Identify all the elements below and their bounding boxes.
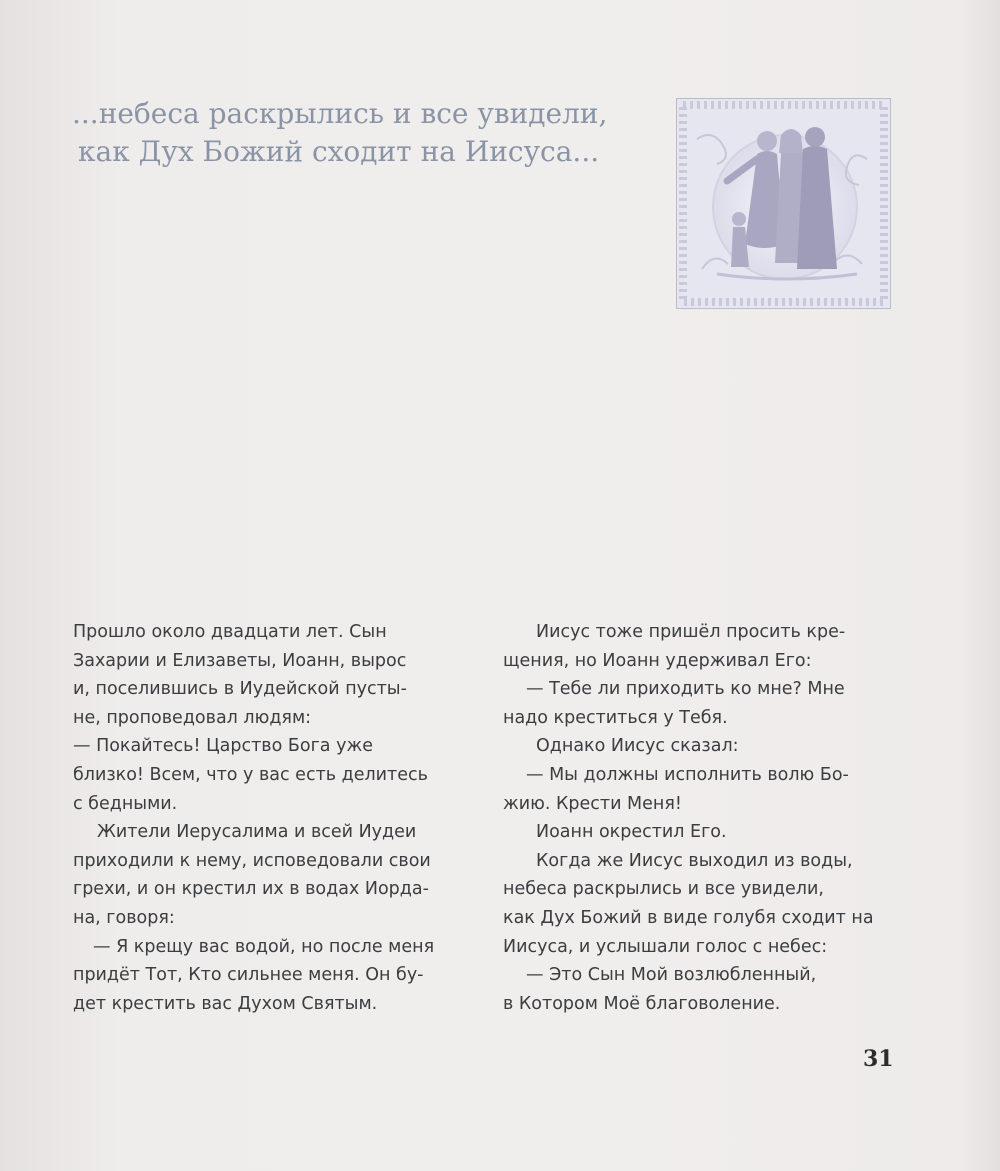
text-line: небеса раскрылись и все увидели, <box>503 879 824 900</box>
illustration-figures <box>677 99 890 308</box>
text-line: приходили к нему, исповедовали свои <box>73 850 431 871</box>
text-line: — Это Сын Мой возлюбленный, <box>526 965 817 986</box>
icon-illustration <box>676 98 891 309</box>
right-text-column <box>503 618 893 1018</box>
text-line: с бедными. <box>73 793 178 814</box>
text-line: близко! Всем, что у вас есть делитесь <box>73 764 428 785</box>
page-number: 31 <box>863 1046 894 1072</box>
text-line: Иисуса, и услышали голос с небес: <box>503 936 828 957</box>
text-line: не, проповедовал людям: <box>73 707 312 728</box>
text-line: Иисус тоже пришёл просить кре- <box>536 622 846 642</box>
text-line: — Мы должны исполнить волю Бо- <box>526 764 849 785</box>
text-line: в Котором Моё благоволение. <box>503 993 781 1014</box>
text-line: — Покайтесь! Царство Бога уже <box>73 736 373 757</box>
text-line: жию. Крести Меня! <box>503 793 682 814</box>
text-line: как Дух Божий в виде голубя сходит на <box>503 907 874 928</box>
epigraph <box>72 95 632 171</box>
left-text-column <box>73 618 473 1018</box>
text-line: — Я крещу вас водой, но после меня <box>93 936 435 957</box>
text-line: Когда же Иисус выходил из воды, <box>536 850 853 871</box>
text-line: дет крестить вас Духом Святым. <box>73 993 378 1014</box>
text-line: — Тебе ли приходить ко мне? Мне <box>526 679 845 700</box>
text-line: Прошло около двадцати лет. Сын <box>73 622 387 642</box>
text-line: Иоанн окрестил Его. <box>536 822 727 843</box>
text-line: грехи, и он крестил их в водах Иорда- <box>73 879 429 900</box>
epigraph-line: как Дух Божий сходит на Иисуса... <box>78 135 600 168</box>
text-line: на, говоря: <box>73 907 175 928</box>
epigraph-line: ...небеса раскрылись и все увидели, <box>72 97 608 130</box>
text-line: надо креститься у Тебя. <box>503 707 728 728</box>
text-line: Жители Иерусалима и всей Иудеи <box>97 822 417 843</box>
text-line: придёт Тот, Кто сильнее меня. Он бу- <box>73 965 424 986</box>
text-line: Захарии и Елизаветы, Иоанн, вырос <box>73 650 407 671</box>
text-line: щения, но Иоанн удерживал Его: <box>503 650 812 671</box>
text-line: Однако Иисус сказал: <box>536 736 739 757</box>
text-line: и, поселившись в Иудейской пусты- <box>73 679 407 700</box>
